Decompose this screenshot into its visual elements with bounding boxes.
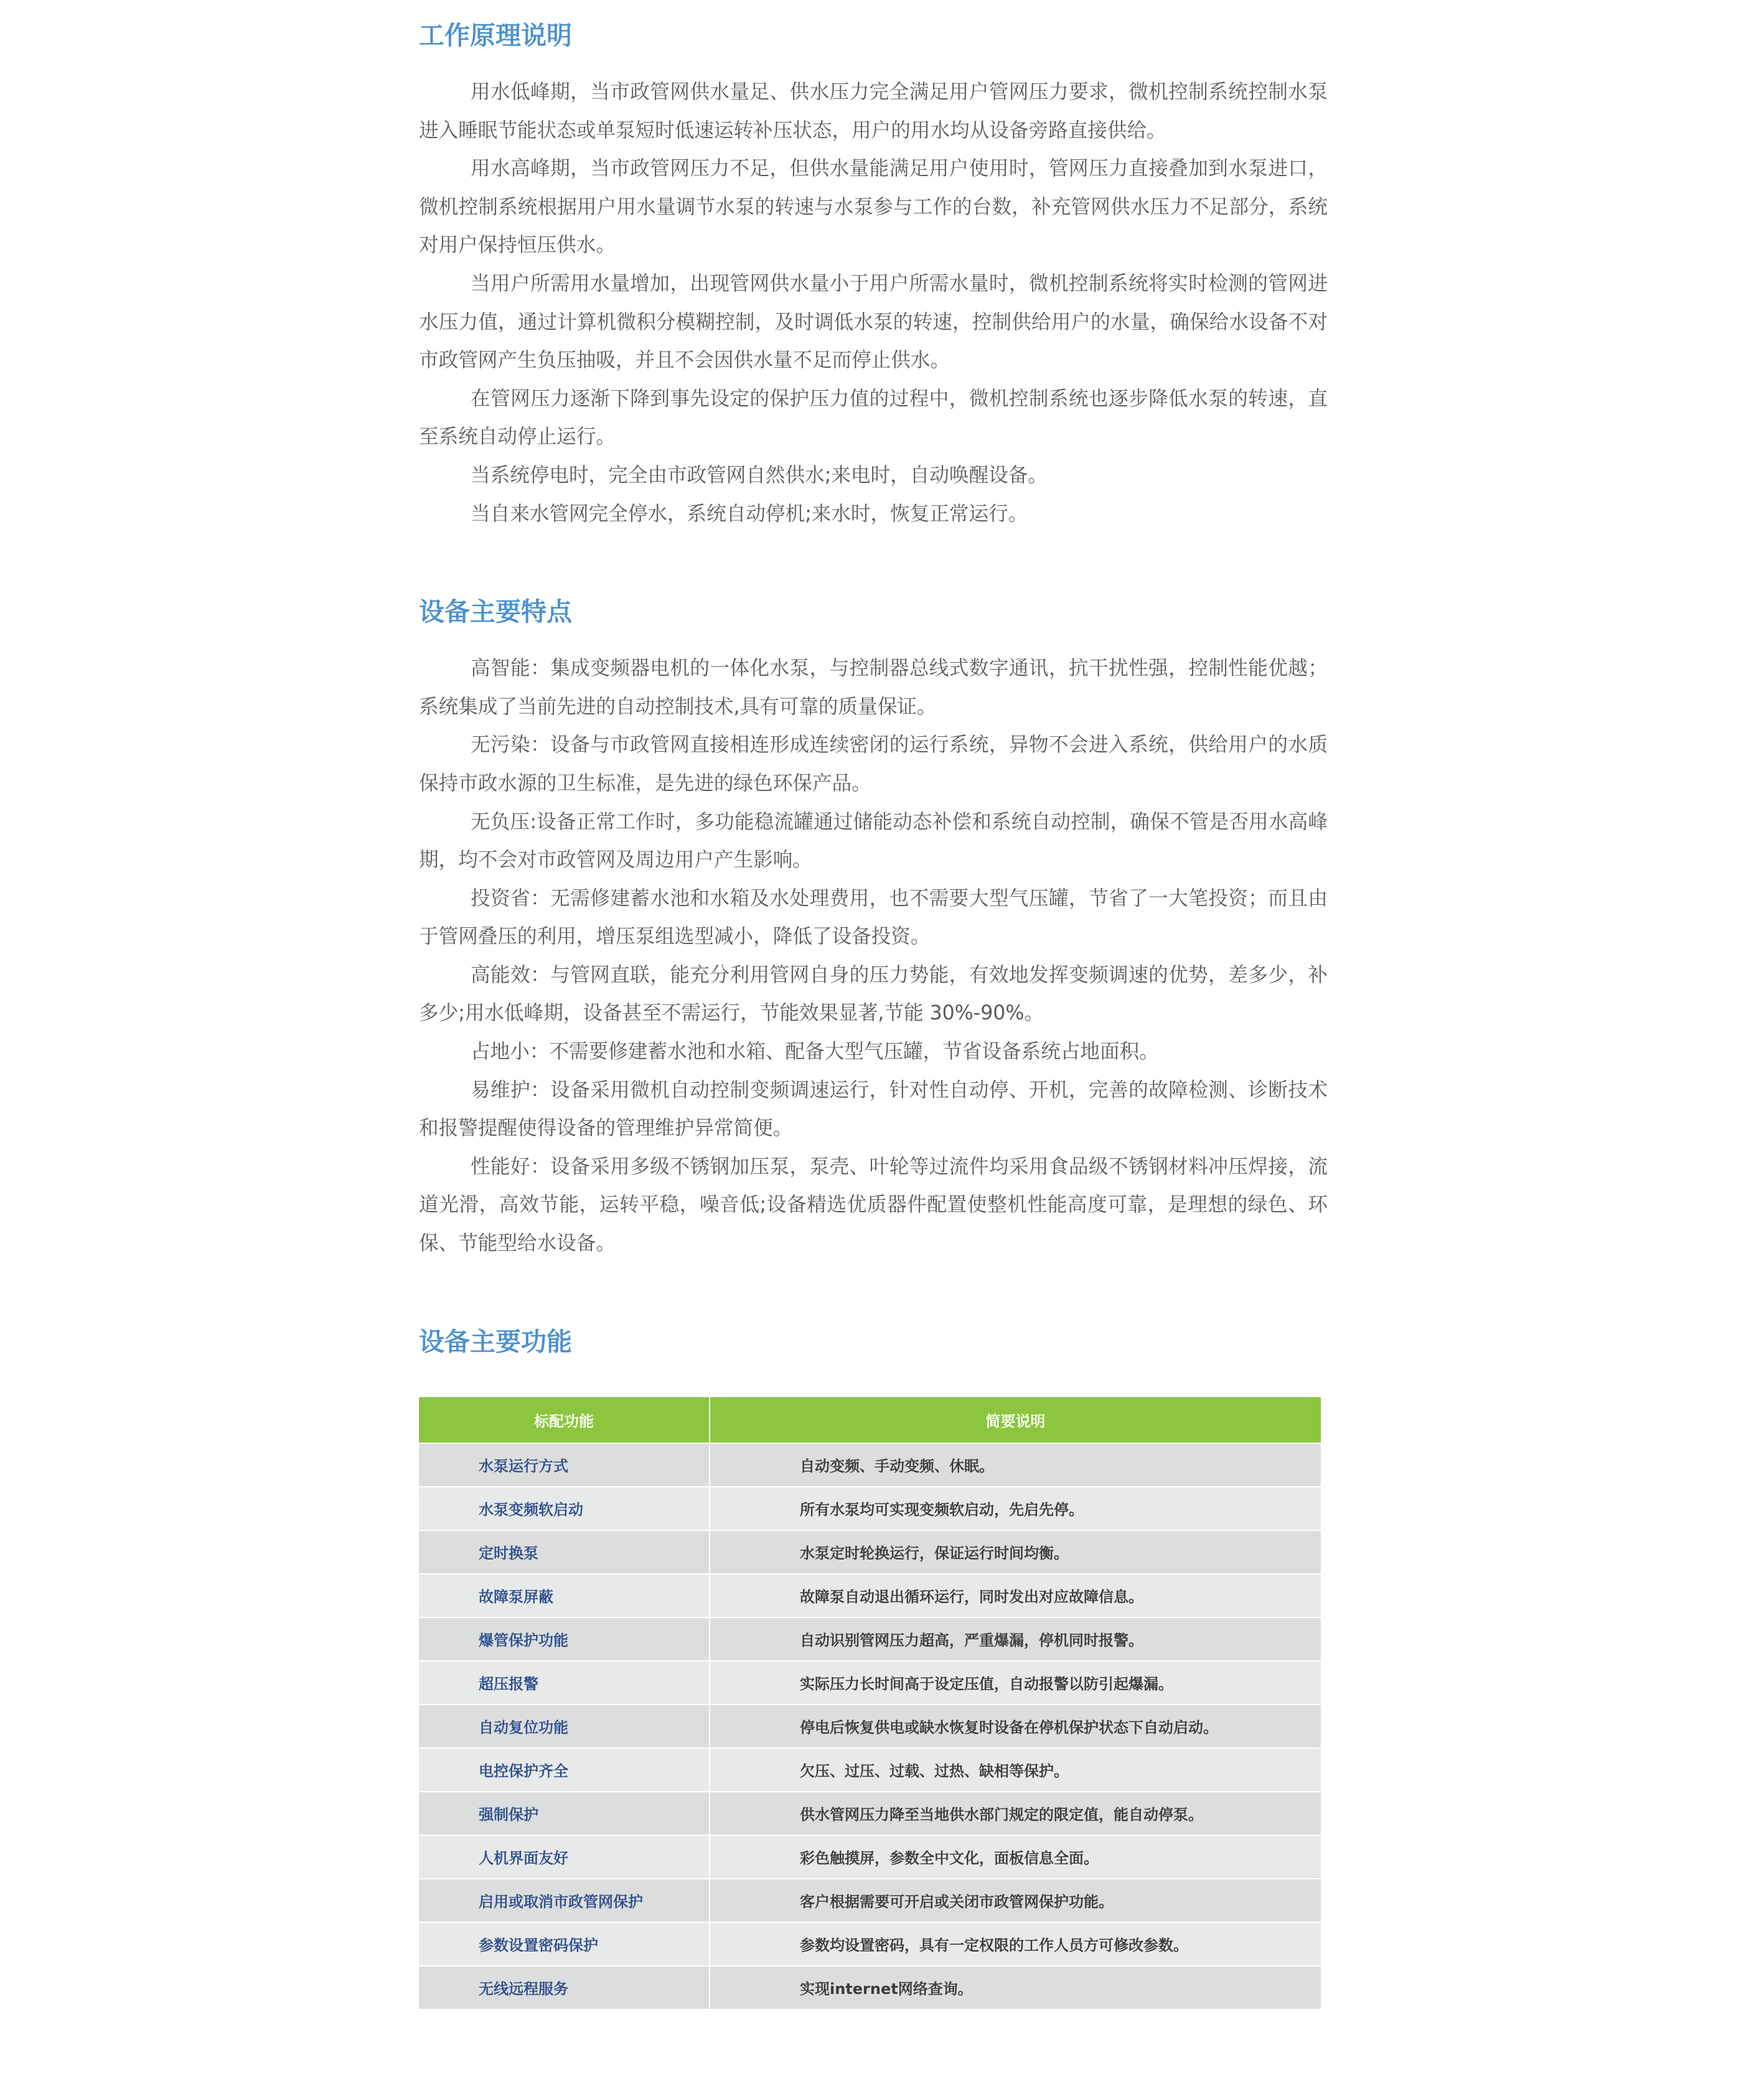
table-row [419,1792,1321,1835]
column-header-function: 标配功能 [419,1397,710,1443]
description-cell: 供水管网压力降至当地供水部门规定的限定值，能自动停泵。 [710,1792,1321,1835]
section-main-features [419,596,1328,1263]
table-row [419,1487,1321,1530]
paragraph: 投资省：无需修建蓄水池和水箱及水处理费用，也不需要大型气压罐，节省了一大笔投资；而且由于管网叠压的利用，增压泵组选型减小，降低了设备投资。 [419,887,1328,948]
description-cell: 实现internet网络查询。 [710,1966,1321,2009]
table-row [419,1574,1321,1617]
function-cell: 故障泵屏蔽 [419,1574,710,1617]
description-cell: 参数均设置密码，具有一定权限的工作人员方可修改参数。 [710,1922,1321,1966]
table-row [419,1835,1321,1879]
article-content [419,0,1328,2010]
functions-table [419,1397,1321,2010]
paragraph: 性能好：设备采用多级不锈钢加压泵，泵壳、叶轮等过流件均采用食品级不锈钢材料冲压焊接，流道光滑，高效节能，运转平稳，噪音低;设备精选优质器件配置使整机性能高度可靠，是理想的绿色、环保、节能型给水设备。 [419,1155,1328,1255]
description-cell: 自动变频、手动变频、休眠。 [710,1443,1321,1487]
function-cell: 定时换泵 [419,1530,710,1574]
paragraph: 易维护：设备采用微机自动控制变频调速运行，针对性自动停、开机，完善的故障检测、诊断技术和报警提醒使得设备的管理维护异常简便。 [419,1078,1328,1140]
function-cell: 水泵变频软启动 [419,1487,710,1530]
paragraph-group [419,73,1328,533]
function-cell: 启用或取消市政管网保护 [419,1879,710,1922]
description-cell: 欠压、过压、过载、过热、缺相等保护。 [710,1748,1321,1792]
paragraph: 高智能：集成变频器电机的一体化水泵，与控制器总线式数字通讯，抗干扰性强，控制性能优越；系统集成了当前先进的自动控制技术,具有可靠的质量保证。 [419,657,1328,718]
function-cell: 超压报警 [419,1661,710,1705]
function-cell: 电控保护齐全 [419,1748,710,1792]
table-header-row [419,1397,1321,1443]
column-header-description: 简要说明 [710,1397,1321,1443]
paragraph-group [419,650,1328,1263]
function-cell: 水泵运行方式 [419,1443,710,1487]
description-cell: 所有水泵均可实现变频软启动，先启先停。 [710,1487,1321,1530]
description-cell: 彩色触摸屏，参数全中文化，面板信息全面。 [710,1835,1321,1879]
function-cell: 人机界面友好 [419,1835,710,1879]
paragraph: 当用户所需用水量增加，出现管网供水量小于用户所需水量时，微机控制系统将实时检测的管网进水压力值，通过计算机微积分模糊控制，及时调低水泵的转速，控制供给用户的水量，确保给水设备不对市政管网产生负压抽吸，并且不会因供水量不足而停止供水。 [419,272,1328,372]
description-cell: 客户根据需要可开启或关闭市政管网保护功能。 [710,1879,1321,1922]
section-title-main-functions: 设备主要功能 [419,1326,572,1357]
section-title-main-features: 设备主要特点 [419,597,572,627]
description-cell: 故障泵自动退出循环运行，同时发出对应故障信息。 [710,1574,1321,1617]
description-cell: 实际压力长时间高于设定压值，自动报警以防引起爆漏。 [710,1661,1321,1705]
function-cell: 爆管保护功能 [419,1617,710,1661]
paragraph: 用水高峰期，当市政管网压力不足，但供水量能满足用户使用时，管网压力直接叠加到水泵进口，微机控制系统根据用户用水量调节水泵的转速与水泵参与工作的台数，补充管网供水压力不足部分，系统对用户保持恒压供水。 [419,157,1328,257]
section-working-principle [419,20,1328,533]
paragraph: 用水低峰期，当市政管网供水量足、供水压力完全满足用户管网压力要求，微机控制系统控制水泵进入睡眠节能状态或单泵短时低速运转补压状态，用户的用水均从设备旁路直接供给。 [419,81,1328,142]
table-row [419,1617,1321,1661]
table-row [419,1661,1321,1705]
description-cell: 水泵定时轮换运行，保证运行时间均衡。 [710,1530,1321,1574]
paragraph: 无负压:设备正常工作时，多功能稳流罐通过储能动态补偿和系统自动控制，确保不管是否用水高峰期，均不会对市政管网及周边用户产生影响。 [419,810,1328,872]
function-cell: 自动复位功能 [419,1705,710,1748]
table-row [419,1530,1321,1574]
paragraph: 高能效：与管网直联，能充分利用管网自身的压力势能，有效地发挥变频调速的优势，差多少，补多少;用水低峰期，设备甚至不需运行，节能效果显著,节能 30%-90%。 [419,963,1328,1025]
function-cell: 无线远程服务 [419,1966,710,2009]
table-row [419,1443,1321,1487]
function-cell: 强制保护 [419,1792,710,1835]
paragraph: 无污染：设备与市政管网直接相连形成连续密闭的运行系统，异物不会进入系统，供给用户的水质保持市政水源的卫生标准，是先进的绿色环保产品。 [419,734,1328,795]
paragraph: 当系统停电时，完全由市政管网自然供水;来电时，自动唤醒设备。 [471,464,1048,487]
section-main-functions [419,1326,1328,2010]
table-row [419,1879,1321,1922]
table-row [419,1966,1321,2009]
paragraph: 当自来水管网完全停水，系统自动停机;来水时，恢复正常运行。 [471,502,1028,525]
table-row [419,1748,1321,1792]
paragraph: 在管网压力逐渐下降到事先设定的保护压力值的过程中，微机控制系统也逐步降低水泵的转速，直至系统自动停止运行。 [419,387,1328,449]
function-cell: 参数设置密码保护 [419,1922,710,1966]
section-title-working-principle: 工作原理说明 [419,21,572,50]
table-row [419,1705,1321,1748]
paragraph: 占地小：不需要修建蓄水池和水箱、配备大型气压罐，节省设备系统占地面积。 [471,1041,1159,1064]
description-cell: 停电后恢复供电或缺水恢复时设备在停机保护状态下自动启动。 [710,1705,1321,1748]
description-cell: 自动识别管网压力超高，严重爆漏，停机同时报警。 [710,1617,1321,1661]
table-row [419,1922,1321,1966]
